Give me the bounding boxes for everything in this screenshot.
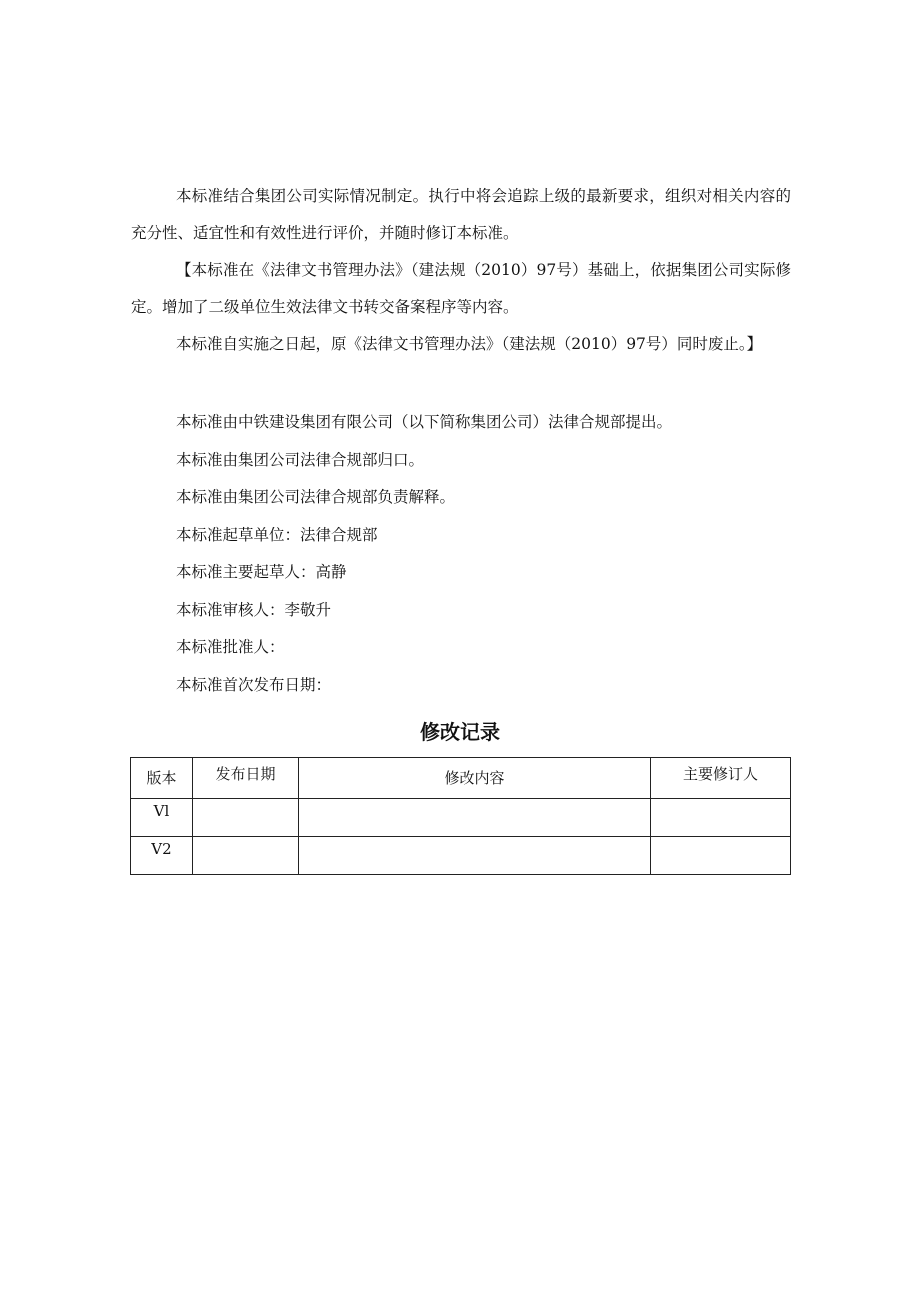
interpretation-line: 本标准由集团公司法律合规部负责解释。 — [176, 488, 456, 506]
cell-version: Vl — [131, 799, 193, 837]
revision-record-title: 修改记录 — [420, 720, 500, 744]
header-release-date: 发布日期 — [193, 758, 299, 799]
proposer-line: 本标准由中铁建设集团有限公司（以下简称集团公司）法律合规部提出。 — [176, 413, 673, 431]
cell-release-date — [193, 837, 299, 875]
cell-release-date — [193, 799, 299, 837]
cell-change-content — [299, 837, 651, 875]
cell-main-reviser — [651, 837, 791, 875]
main-drafter-line: 本标准主要起草人：高静 — [176, 563, 347, 581]
approver-line: 本标准批准人： — [176, 638, 285, 656]
cell-main-reviser — [651, 799, 791, 837]
paragraph-supersede: 本标准自实施之日起，原《法律文书管理办法》（建法规（2010）97号）同时废止。】 — [176, 335, 763, 353]
cell-version: V2 — [131, 837, 193, 875]
table-row — [131, 799, 791, 837]
drafting-unit-line: 本标准起草单位：法律合规部 — [176, 526, 378, 544]
first-release-date-line: 本标准首次发布日期： — [176, 676, 332, 694]
cell-change-content — [299, 799, 651, 837]
reviewer-line: 本标准审核人：李敬升 — [176, 601, 332, 619]
header-main-reviser: 主要修订人 — [651, 758, 791, 799]
revision-table — [130, 757, 791, 875]
paragraph-basis: 【本标准在《法律文书管理办法》（建法规（2010）97号）基础上，依据集团公司实际修定。增加了二级单位生效法律文书转交备案程序等内容。 — [131, 261, 791, 316]
table-header-row — [131, 758, 791, 799]
header-version: 版本 — [131, 758, 193, 799]
paragraph-intro: 本标准结合集团公司实际情况制定。执行中将会追踪上级的最新要求，组织对相关内容的充分性、适宜性和有效性进行评价，并随时修订本标准。 — [131, 187, 791, 242]
header-change-content: 修改内容 — [299, 758, 651, 799]
centralized-line: 本标准由集团公司法律合规部归口。 — [176, 451, 425, 469]
table-row — [131, 837, 791, 875]
